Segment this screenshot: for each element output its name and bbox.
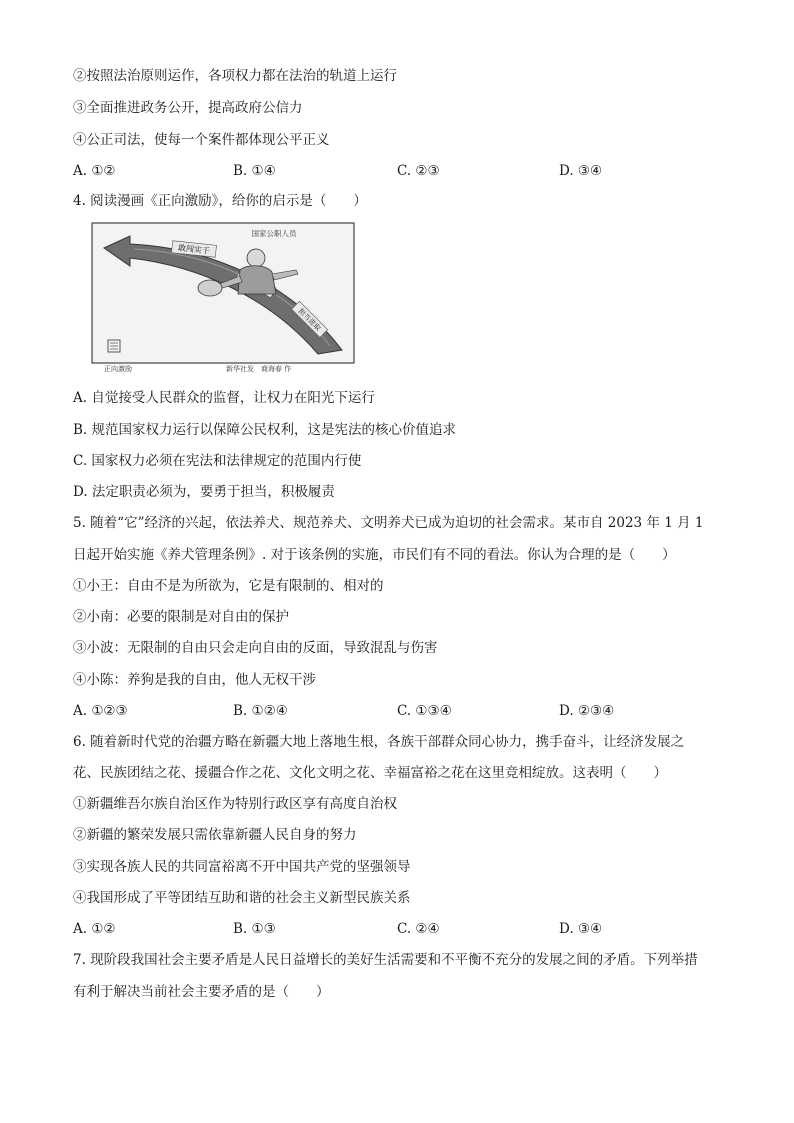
q3-option-c[interactable]: C. ②③ [397,163,440,179]
q3-option-b[interactable]: B. ①④ [233,163,276,179]
q7-stem-line-1: 7. 现阶段我国社会主要矛盾是人民日益增长的美好生活需要和不平衡不充分的发展之间的矛盾。下列举措 [73,952,698,968]
q5-statement-1: ①小王：自由不是为所欲为，它是有限制的、相对的 [73,578,384,594]
q6-option-c[interactable]: C. ②④ [397,921,440,937]
q5-options [73,701,733,721]
q6-statement-2: ②新疆的繁荣发展只需依靠新疆人民自身的努力 [73,827,357,843]
q7-stem-line-2: 有利于解决当前社会主要矛盾的是（ ） [73,984,330,1000]
q4-option-a[interactable]: A. 自觉接受人民群众的监督，让权力在阳光下运行 [73,390,375,406]
q5-option-c[interactable]: C. ①③④ [397,703,452,719]
q4-option-c[interactable]: C. 国家权力必须在宪法和法律规定的范围内行使 [73,453,362,469]
q6-option-b[interactable]: B. ①③ [233,921,276,937]
q5-option-a[interactable]: A. ①②③ [73,703,128,719]
q3-option-a[interactable]: A. ①② [73,163,116,179]
q6-option-d[interactable]: D. ③④ [559,921,603,937]
cartoon-top-label: 国家公职人员 [251,229,297,238]
q6-options [73,919,733,939]
q6-statement-3: ③实现各族人民的共同富裕离不开中国共产党的坚强领导 [73,859,411,875]
q3-options [73,161,733,181]
q5-statement-3: ③小波：无限制的自由只会走向自由的反面，导致混乱与伤害 [73,640,438,656]
cartoon-caption-left: 正向激励 [104,365,132,372]
cartoon-image [90,222,356,372]
q5-stem-line-1: 5. 随着“它”经济的兴起，依法养犬、规范养犬、文明养犬已成为迫切的社会需求。某市自 2023 年 1 月 1 [73,515,704,531]
q5-statement-2: ②小南：必要的限制是对自由的保护 [73,609,289,625]
q6-option-a[interactable]: A. ①② [73,921,116,937]
q6-stem-line-2: 花、民族团结之花、援疆合作之花、文化文明之花、幸福富裕之花在这里竞相绽放。这表明（ ） [73,765,667,781]
cartoon-zhengxiang-jili [90,222,356,372]
cartoon-hand [198,280,222,296]
q5-option-d[interactable]: D. ②③④ [559,703,615,719]
q3-statement-3: ③全面推进政务公开，提高政府公信力 [73,100,303,116]
q5-statement-4: ④小陈：养狗是我的自由，他人无权干涉 [73,672,316,688]
arrow-label-3: 担当进取 [296,306,323,333]
q3-statement-2: ②按照法治原则运作，各项权力都在法治的轨道上运行 [73,68,397,84]
q6-statement-1: ①新疆维吾尔族自治区作为特别行政区享有高度自治权 [73,796,397,812]
q5-stem-line-2: 日起开始实施《养犬管理条例》. 对于该条例的实施，市民们有不同的看法。你认为合理的是（ ） [73,547,676,563]
q6-stem-line-1: 6. 随着新时代党的治疆方略在新疆大地上落地生根，各族干部群众同心协力，携手奋斗，让经济发展之 [73,734,685,750]
q3-statement-4: ④公正司法，使每一个案件都体现公平正义 [73,132,330,148]
q3-option-d[interactable]: D. ③④ [559,163,603,179]
arrow-label-1: 敢闯实干 [177,243,211,256]
q4-option-b[interactable]: B. 规范国家权力运行以保障公民权利，这是宪法的核心价值追求 [73,422,457,438]
q4-option-d[interactable]: D. 法定职责必须为，要勇于担当，积极履责 [73,484,335,500]
cartoon-caption-right: 新华社发 商海春 作 [226,365,292,372]
q5-option-b[interactable]: B. ①②④ [233,703,288,719]
q4-stem: 4. 阅读漫画《正向激励》，给你的启示是（ ） [73,193,367,209]
q6-statement-4: ④我国形成了平等团结互助和谐的社会主义新型民族关系 [73,890,411,906]
